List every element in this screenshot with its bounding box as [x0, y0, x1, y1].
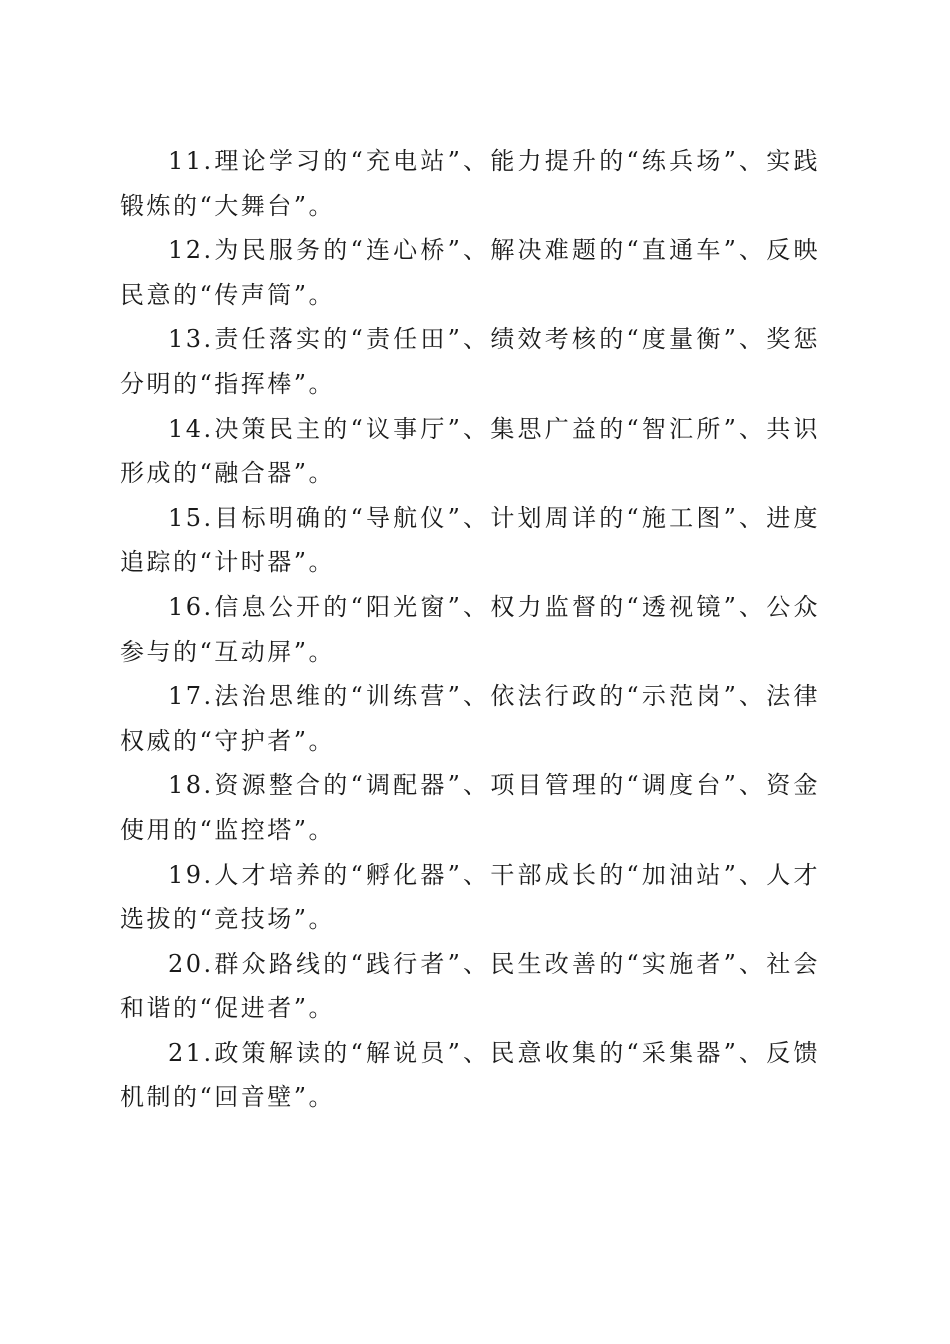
list-item: 14.决策民主的“议事厅”、集思广益的“智汇所”、共识形成的“融合器”。: [120, 414, 820, 488]
list-item: 18.资源整合的“调配器”、项目管理的“调度台”、资金使用的“监控塔”。: [120, 771, 820, 844]
list-item: 17.法治思维的“训练营”、依法行政的“示范岗”、法律权威的“守护者”。: [120, 682, 820, 755]
list-item: 19.人才培养的“孵化器”、干部成长的“加油站”、人才选拔的“竞技场”。: [120, 860, 820, 934]
list-item: 15.目标明确的“导航仪”、计划周详的“施工图”、进度追踪的“计时器”。: [120, 503, 820, 577]
list-item: 16.信息公开的“阳光窗”、权力监督的“透视镜”、公众参与的“互动屏”。: [120, 592, 820, 666]
list-item: 21.政策解读的“解说员”、民意收集的“采集器”、反馈机制的“回音壁”。: [120, 1038, 820, 1112]
list-item: 20.群众路线的“践行者”、民生改善的“实施者”、社会和谐的“促进者”。: [120, 949, 820, 1023]
list-item: 13.责任落实的“责任田”、绩效考核的“度量衡”、奖惩分明的“指挥棒”。: [120, 325, 820, 398]
list-item: 11.理论学习的“充电站”、能力提升的“练兵场”、实践锻炼的“大舞台”。: [120, 147, 820, 220]
list-item: 12.为民服务的“连心桥”、解决难题的“直通车”、反映民意的“传声筒”。: [120, 236, 820, 309]
document-body: [120, 139, 820, 1120]
